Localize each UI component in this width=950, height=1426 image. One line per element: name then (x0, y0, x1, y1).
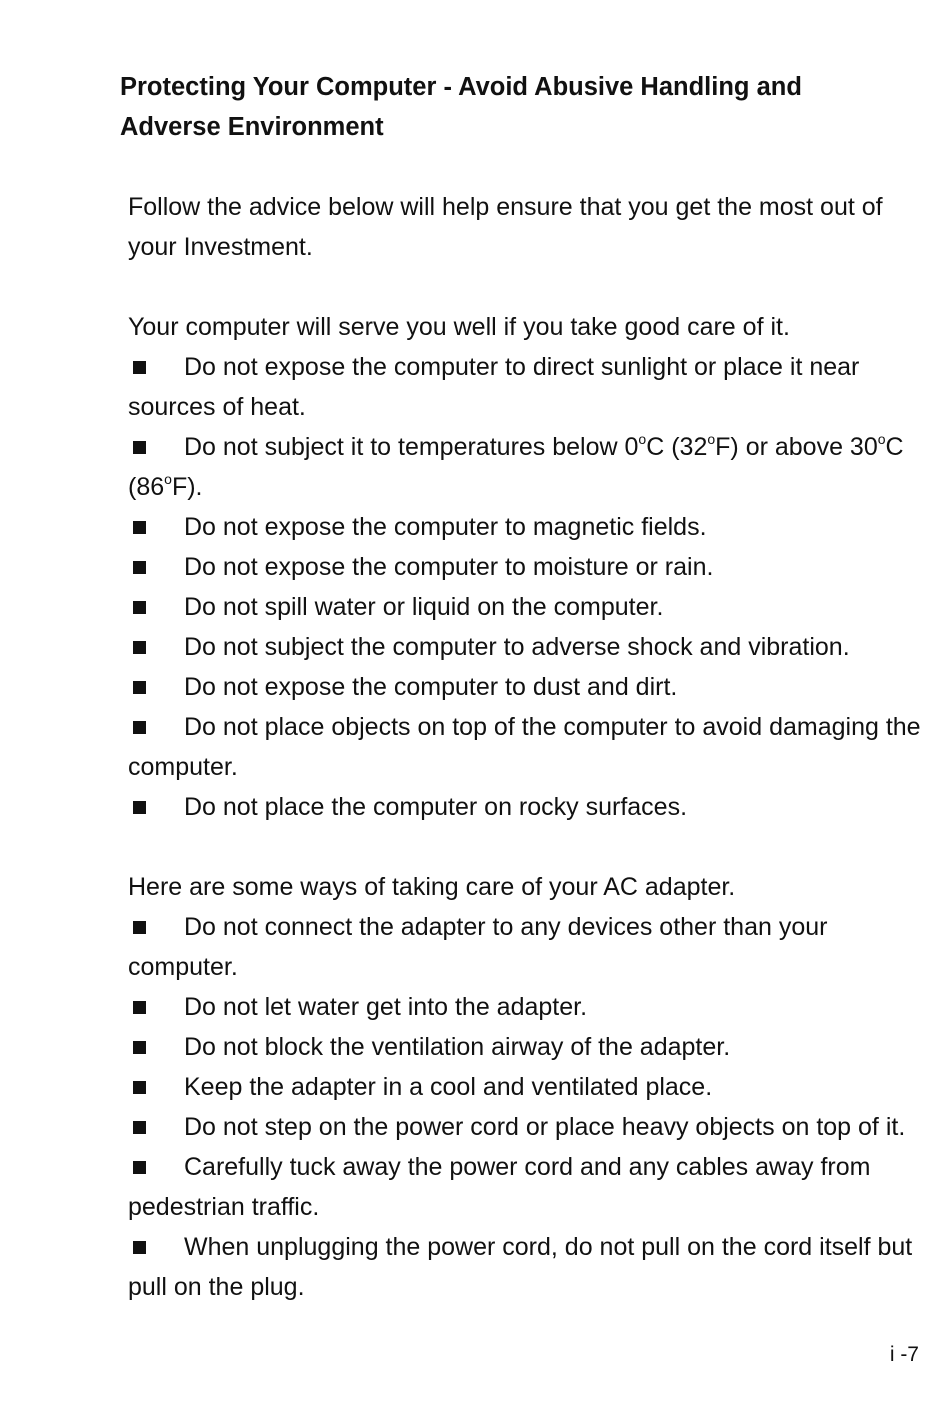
computer-care-item (128, 707, 928, 787)
square-bullet-icon (128, 627, 184, 667)
computer-care-item-text: Do not place the computer on rocky surfaces. (184, 793, 688, 821)
adapter-care-item-text: Keep the adapter in a cool and ventilated place. (184, 1073, 713, 1101)
computer-care-item-text: Do not spill water or liquid on the computer. (184, 593, 664, 621)
square-bullet-icon (128, 427, 184, 467)
square-bullet-icon (128, 507, 184, 547)
computer-care-item (128, 507, 928, 547)
temperature-text-2: C (32 (646, 433, 708, 461)
square-bullet-icon (128, 1067, 184, 1107)
computer-care-item-text: Do not expose the computer to magnetic fields. (184, 513, 707, 541)
adapter-care-item-text: Do not connect the adapter to any devices other than your computer. (128, 913, 828, 981)
computer-care-item (128, 347, 928, 427)
degree-symbol: o (164, 471, 172, 487)
adapter-care-item-text: Do not let water get into the adapter. (184, 993, 588, 1021)
computer-care-item (128, 787, 928, 827)
adapter-care-item (128, 987, 928, 1027)
square-bullet-icon (128, 347, 184, 387)
title-line-1: Protecting Your Computer - Avoid Abusive Handling and (120, 73, 802, 101)
degree-symbol: o (877, 431, 886, 447)
square-bullet-icon (128, 1147, 184, 1187)
computer-care-item-text: Do not expose the computer to direct sunlight or place it near sources of heat. (128, 353, 860, 421)
square-bullet-icon (128, 1027, 184, 1067)
computer-care-item-text: Do not expose the computer to dust and dirt. (184, 673, 678, 701)
adapter-care-item (128, 1107, 928, 1147)
computer-care-item (128, 667, 928, 707)
temperature-text-1: Do not subject it to temperatures below 0 (184, 433, 639, 461)
temperature-text-5: F). (171, 473, 203, 501)
computer-care-item (128, 627, 928, 667)
square-bullet-icon (128, 587, 184, 627)
adapter-care-item-text: When unplugging the power cord, do not pull on the cord itself but pull on the plug. (128, 1233, 913, 1301)
document-body (128, 187, 928, 1307)
adapter-care-item-text: Do not block the ventilation airway of the adapter. (184, 1033, 731, 1061)
temperature-text-3: F) or above 30 (715, 433, 878, 461)
adapter-care-item-text: Carefully tuck away the power cord and any cables away from pedestrian traffic. (128, 1153, 871, 1221)
temperature-text-4: C (86 (128, 433, 904, 501)
adapter-care-item (128, 907, 928, 987)
title-line-2: Adverse Environment (120, 113, 384, 141)
page-title (120, 67, 920, 147)
computer-care-lead: Your computer will serve you well if you take good care of it. (128, 313, 790, 341)
square-bullet-icon (128, 707, 184, 747)
computer-care-item (128, 547, 928, 587)
adapter-care-item (128, 1067, 928, 1107)
intro-paragraph: Follow the advice below will help ensure that you get the most out of your Investment. (128, 193, 883, 261)
computer-care-temperature-item (128, 427, 928, 507)
adapter-care-item (128, 1027, 928, 1067)
square-bullet-icon (128, 547, 184, 587)
computer-care-item (128, 587, 928, 627)
paragraph-spacer (128, 267, 928, 307)
square-bullet-icon (128, 1107, 184, 1147)
square-bullet-icon (128, 907, 184, 947)
adapter-care-lead: Here are some ways of taking care of your AC adapter. (128, 873, 736, 901)
paragraph-spacer (128, 827, 928, 867)
computer-care-item-text: Do not subject the computer to adverse shock and vibration. (184, 633, 850, 661)
square-bullet-icon (128, 787, 184, 827)
square-bullet-icon (128, 1227, 184, 1267)
square-bullet-icon (128, 987, 184, 1027)
adapter-care-item (128, 1147, 928, 1227)
adapter-care-item (128, 1227, 928, 1307)
page-number: i -7 (889, 1343, 919, 1366)
computer-care-item-text: Do not expose the computer to moisture or rain. (184, 553, 714, 581)
degree-symbol: o (707, 431, 716, 447)
adapter-care-item-text: Do not step on the power cord or place heavy objects on top of it. (184, 1113, 906, 1141)
computer-care-item-text: Do not place objects on top of the computer to avoid damaging the computer. (128, 713, 921, 781)
degree-symbol: o (638, 431, 647, 447)
square-bullet-icon (128, 667, 184, 707)
